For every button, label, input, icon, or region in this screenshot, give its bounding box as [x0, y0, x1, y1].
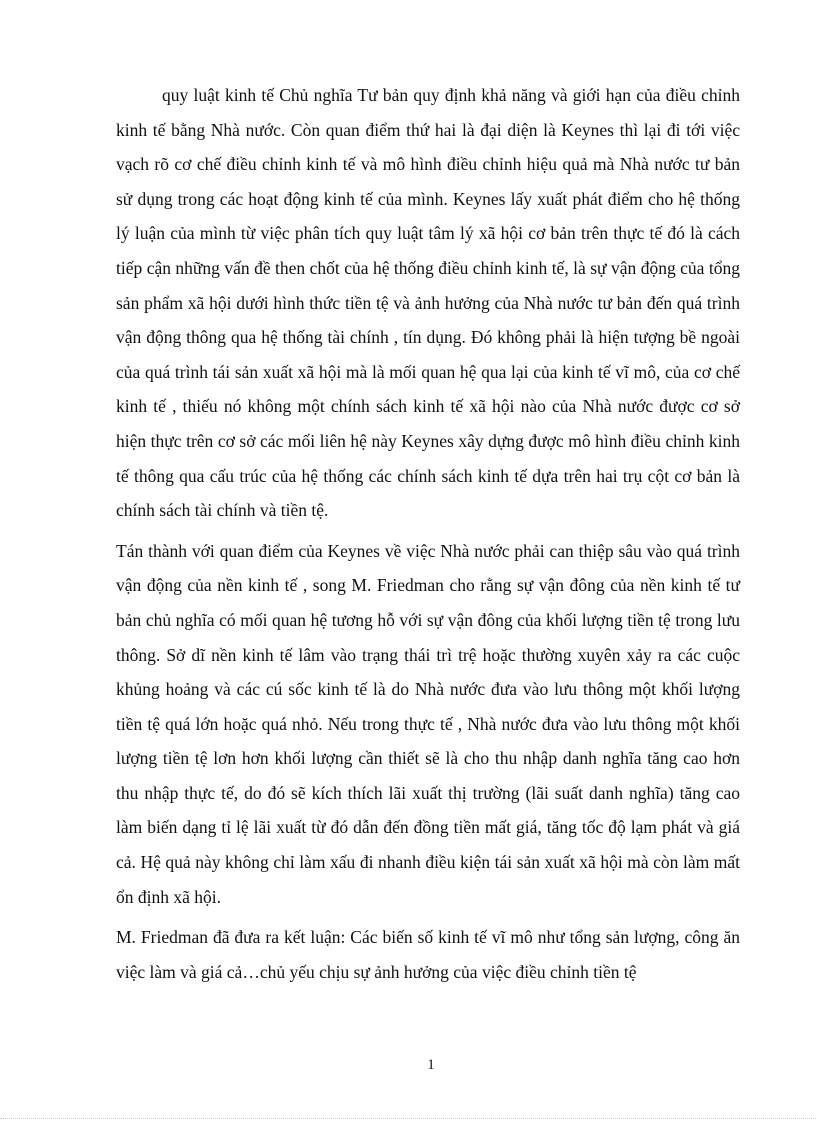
paragraph-keynes: quy luật kinh tế Chủ nghĩa Tư bản quy định khả năng và giới hạn của điều chỉnh kinh tế bằng Nhà nước. Còn quan điểm thứ hai là đại diện là Keynes thì lại đi tới việc vạch rõ cơ chế điều chỉnh kinh tế và mô hình điều chỉnh hiệu quả mà Nhà nước tư bản sử dụng trong các hoạt động kinh tế của mình. Keynes lấy xuất phát điểm cho hệ thống lý luận của mình từ việc phân tích quy luật tâm lý xã hội cơ bản trên thực tế đó là cách tiếp cận những vấn đề then chốt của hệ thống điều chỉnh kinh tế, là sự vận động của tổng sản phẩm xã hội dưới hình thức tiền tệ và ảnh hưởng của Nhà nước tư bản đến quá trình vận động thông qua hệ thống tài chính , tín dụng. Đó không phải là hiện tượng bề ngoài của quá trình tái sản xuất xã hội mà là mối quan hệ qua lại của kinh tế vĩ mô, của cơ chế kinh tế , thiếu nó không một chính sách kinh tế xã hội nào của Nhà nước được cơ sở hiện thực trên cơ sở các mối liên hệ này Keynes xây dựng được mô hình điều chỉnh kinh tế thông qua cấu trúc của hệ thống các chính sách kinh tế dựa trên hai trụ cột cơ bản là chính sách tài chính và tiền tệ.	[116, 85, 740, 521]
body-text	[116, 78, 740, 989]
page-edge-divider	[0, 1118, 816, 1119]
paragraph-conclusion: M. Friedman đã đưa ra kết luận: Các biến số kinh tế vĩ mô như tổng sản lượng, công ăn việc làm và giá cả…chủ yếu chịu sự ảnh hưởng của việc điều chỉnh tiền tệ	[116, 927, 740, 982]
paragraph-friedman: Tán thành với quan điểm của Keynes về việc Nhà nước phải can thiệp sâu vào quá trình vận động của nền kinh tế , song M. Friedman cho rằng sự vận đông của nền kinh tế tư bản chủ nghĩa có mối quan hệ tương hỗ với sự vận đông của khối lượng tiền tệ trong lưu thông. Sở dĩ nền kinh tế lâm vào trạng thái trì trệ hoặc thường xuyên xảy ra các cuộc khủng hoảng và các cú sốc kinh tế là do Nhà nước đưa vào lưu thông một khối lượng tiền tệ quá lớn hoặc quá nhỏ. Nếu trong thực tế , Nhà nước đưa vào lưu thông một khối lượng tiền tệ lơn hơn khối lượng cần thiết sẽ là cho thu nhập danh nghĩa tăng cao hơn thu nhập thực tế, do đó sẽ kích thích lãi xuất thị trường (lãi suất danh nghĩa) tăng cao làm biến dạng tỉ lệ lãi xuất từ đó dẫn đến đồng tiền mất giá, tăng tốc độ lạm phát và giá cả. Hệ quả này không chỉ làm xấu đi nhanh điều kiện tái sản xuất xã hội mà còn làm mất ổn định xã hội.	[116, 540, 740, 907]
page-number: 1	[427, 1057, 435, 1073]
